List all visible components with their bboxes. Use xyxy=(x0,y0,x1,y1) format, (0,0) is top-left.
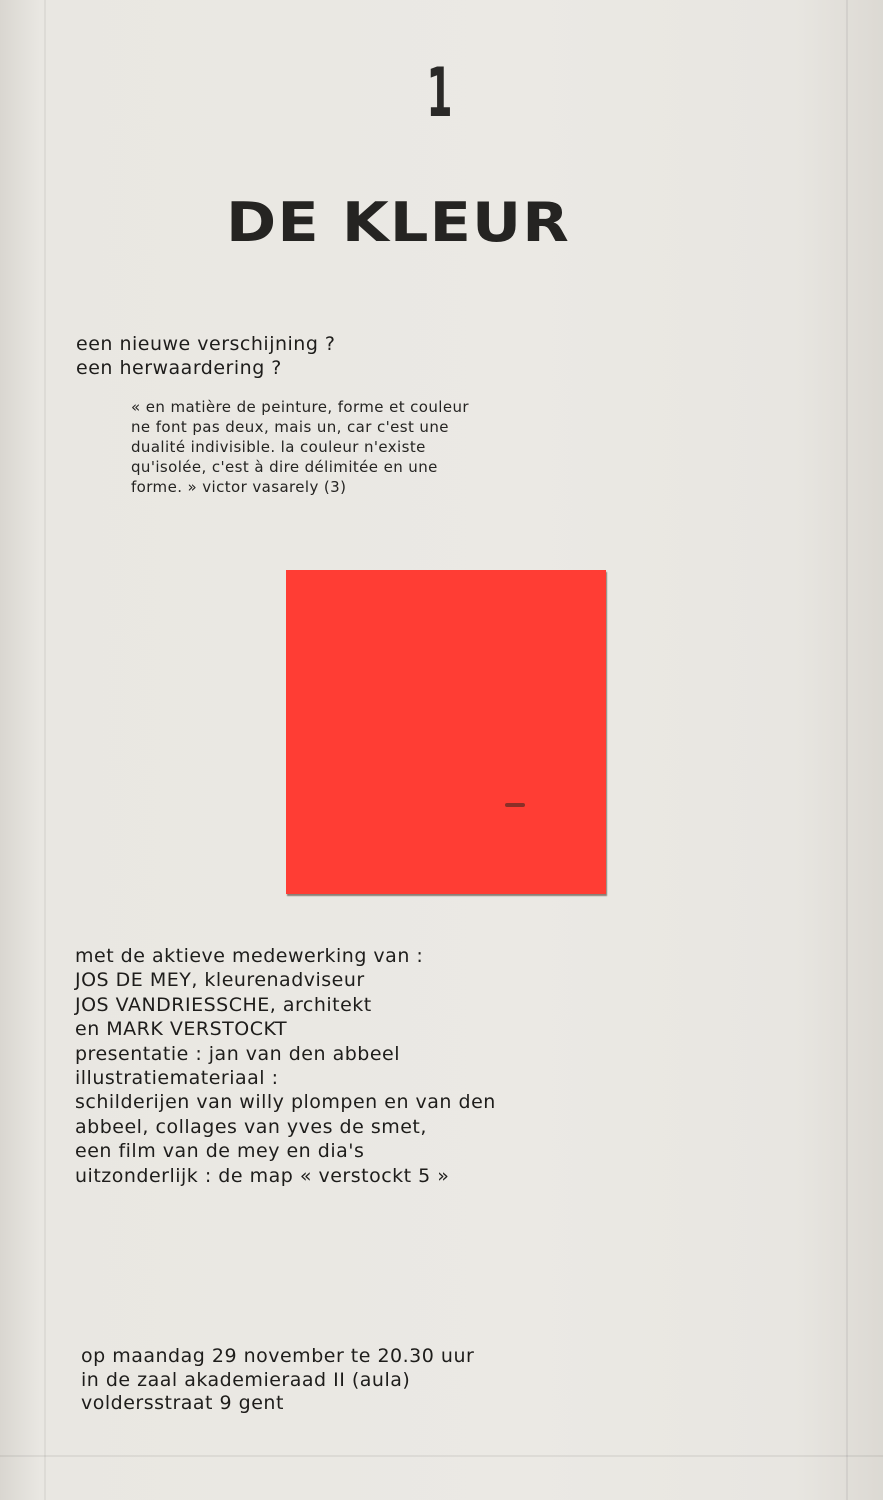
venue-line: in de zaal akademieraad II (aula) xyxy=(81,1368,411,1391)
quote-line: dualité indivisible. la couleur n'existe xyxy=(131,438,426,456)
fold-line-bottom xyxy=(0,1455,883,1457)
quote-line: forme. » victor vasarely (3) xyxy=(131,478,347,496)
page-number: 1 xyxy=(426,54,453,133)
intro-questions xyxy=(76,332,336,380)
red-color-swatch xyxy=(286,570,606,894)
credits-line: met de aktieve medewerking van : xyxy=(75,945,424,967)
credits-line: een film van de mey en dia's xyxy=(75,1140,365,1163)
credits-line: JOS DE MEY, kleurenadviseur xyxy=(75,969,365,992)
quote-line: « en matière de peinture, forme et couleur xyxy=(131,398,469,416)
credits-line: schilderijen van willy plompen en van den xyxy=(75,1091,496,1114)
credits-line: JOS VANDRIESSCHE, architekt xyxy=(75,993,372,1016)
vasarely-quote xyxy=(131,397,469,497)
venue-line: op maandag 29 november te 20.30 uur xyxy=(81,1345,475,1367)
credits-line: presentatie : jan van den abbeel xyxy=(75,1042,400,1065)
swatch-blemish xyxy=(505,803,525,807)
quote-line: ne font pas deux, mais un, car c'est une xyxy=(131,418,449,436)
venue-line: voldersstraat 9 gent xyxy=(81,1392,284,1414)
page-title: DE KLEUR xyxy=(226,191,570,254)
venue-block xyxy=(81,1345,474,1416)
credits-line: en MARK VERSTOCKT xyxy=(75,1018,288,1041)
credits-block xyxy=(75,944,496,1188)
question-line: een herwaardering ? xyxy=(76,357,282,379)
credits-line: illustratiemateriaal : xyxy=(75,1067,279,1090)
credits-line: uitzonderlijk : de map « verstockt 5 » xyxy=(75,1164,450,1187)
quote-line: qu'isolée, c'est à dire délimitée en une xyxy=(131,458,438,476)
fold-line-left xyxy=(44,0,46,1500)
fold-line-right xyxy=(846,0,848,1500)
question-line: een nieuwe verschijning ? xyxy=(76,333,336,355)
credits-line: abbeel, collages van yves de smet, xyxy=(75,1115,427,1138)
